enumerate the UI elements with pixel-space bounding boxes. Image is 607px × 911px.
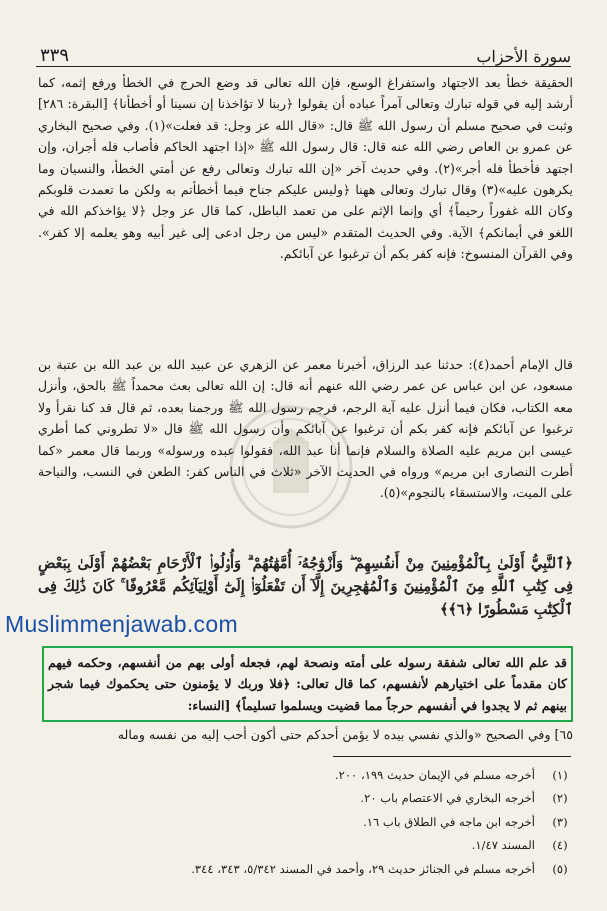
paragraph-2-text: قال الإمام أحمد(٤): حدثنا عبد الرزاق، أخبرنا معمر عن الزهري عن عبيد الله بن عبد الله بن عتبة بن مسعود، عن ابن عباس عن عمر رضي الله عنهم أنه قال: إن الله تعالى بعث محمداً ﷺ بالحق، وأنزل معه الكتاب، فكان فيما أنزل عليه آية الرجم، فرجم رسول الله ﷺ ورجمنا بعده، ثم قال قد كنا نقرأ ولا ترغبوا عن آبائكم فإنه كفر بكم أن ترغبوا عن آبائكم وأن رسول الله ﷺ قال «لا تطروني كما أطري عيسى ابن مريم عليه الصلاة والسلام فإنما أنا عبد الله، فقولوا عبده ورسوله» وربما قال معمر «كما أطرت النصارى ابن مريم» ورواه في الحديث الآخر «ثلاث في الناس كفر: الطعن في النسب، والنياحة على الميت، والاستسقاء بالنجوم»(٥).: [38, 357, 573, 501]
sura-title: سورة الأحزاب: [476, 47, 571, 66]
footnote-text: أخرجه البخاري في الاعتصام باب ٢٠.: [360, 791, 535, 806]
after-box-paragraph: [38, 724, 573, 745]
site-watermark-label: Muslimmenjawab.com: [5, 611, 238, 637]
footnote-item: [38, 787, 571, 810]
footnote-text: أخرجه مسلم في الجنائز حديث ٢٩، وأحمد في المسند ٥/٣٤٢، ٣٤٣، ٣٤٤.: [191, 861, 535, 876]
footnote-item: [38, 764, 571, 787]
header-rule: [36, 66, 571, 67]
footnotes: [38, 764, 571, 881]
footnote-number: (١): [552, 768, 568, 782]
footnote-number: (٤): [552, 838, 568, 853]
footnote-number: (٣): [552, 814, 568, 829]
footnote-rule: [333, 756, 571, 757]
footnote-item: [38, 834, 571, 857]
footnote-number: (٥): [552, 861, 568, 876]
after-box-text: ٦٥] وفي الصحيح «والذي نفسي بيده لا يؤمن أحدكم حتى أكون أحب إليه من نفسه وماله: [117, 727, 573, 742]
footnote-text: المسند ١/٤٧.: [471, 838, 535, 853]
quran-verse-text: ﴿ٱلنَّبِيُّ أَوْلَىٰ بِٱلْمُؤْمِنِينَ مِنْ أَنفُسِهِمْ ۖ وَأَزْوَٰجُهُۥٓ أُمَّهَٰتُهُمْ ۗ وَأُو۟لُوا۟ ٱلْأَرْحَامِ بَعْضُهُمْ أَوْلَىٰ بِبَعْضٍ فِى كِتَٰبِ ٱللَّهِ مِنَ ٱلْمُؤْمِنِينَ وَٱلْمُهَٰجِرِينَ إِلَّآ أَن تَفْعَلُوٓا۟ إِلَىٰٓ أَوْلِيَآئِكُم مَّعْرُوفًا ۚ كَانَ ذَٰلِكَ فِى ٱلْكِتَٰبِ مَسْطُورًا ﴿٦﴾﴾: [38, 555, 573, 618]
page-header: [40, 40, 571, 66]
paragraph-2: [38, 354, 573, 504]
footnote-item: [38, 811, 571, 834]
paragraph-1-text: الحقيقة خطأ بعد الاجتهاد واستفراغ الوسع، فإن الله تعالى قد وضع الحرج في الخطأ ورفع إثمه، كما أرشد إليه في قوله تبارك وتعالى آمراً عباده أن يقولوا ﴿ربنا لا تؤاخذنا إن نسينا أو أخطأنا﴾ [البقرة: ٢٨٦] وثبت في صحيح مسلم أن رسول الله ﷺ قال: «قال الله عز وجل: قد فعلت»(١). وفي صحيح البخاري عن عمرو بن العاص رضي الله عنه قال: قال رسول الله ﷺ «إذا اجتهد الحاكم فأصاب فله أجران، وإن اجتهد فأخطأ فله أجر»(٢). وفي حديث آخر «إن الله تبارك وتعالى رفع عن أمتي الخطأ، والنسيان وما يكرهون عليه»(٣) وقال تبارك وتعالى ههنا ﴿وليس عليكم جناح فيما أخطأتم به ولكن ما تعمدت قلوبكم وكان الله غفوراً رحيماً﴾ أي وإنما الإثم على من تعمد الباطل، كما قال عز وجل ﴿لا يؤاخذكم الله في اللغو في أيمانكم﴾ الآية. وفي الحديث المتقدم «ليس من رجل ادعى إلى غير أبيه وهو يعلمه إلا كفر». وفي القرآن المنسوخ: فإنه كفر بكم أن ترغبوا عن آبائكم.: [38, 75, 573, 262]
boxed-paragraph-text: قد علم الله تعالى شفقة رسوله على أمته ونصحة لهم، فجعله أولى بهم من أنفسهم، وحكمه فيهم كان مقدماً على اختيارهم لأنفسهم، كما قال تعالى: ﴿فلا وربك لا يؤمنون حتى يحكموك فيما شجر بينهم ثم لا يجدوا في أنفسهم حرجاً مما قضيت ويسلموا تسليماً﴾ [النساء:: [48, 655, 567, 713]
paragraph-1: [38, 72, 573, 265]
footnote-number: (٢): [552, 791, 568, 806]
page-number: ٣٣٩: [40, 45, 70, 66]
footnote-item: [38, 858, 571, 881]
footnote-text: أخرجه مسلم في الإيمان حديث ١٩٩، ٢٠٠.: [334, 768, 535, 782]
boxed-paragraph: [48, 652, 567, 716]
footnote-text: أخرجه ابن ماجه في الطلاق باب ١٦.: [363, 814, 535, 829]
